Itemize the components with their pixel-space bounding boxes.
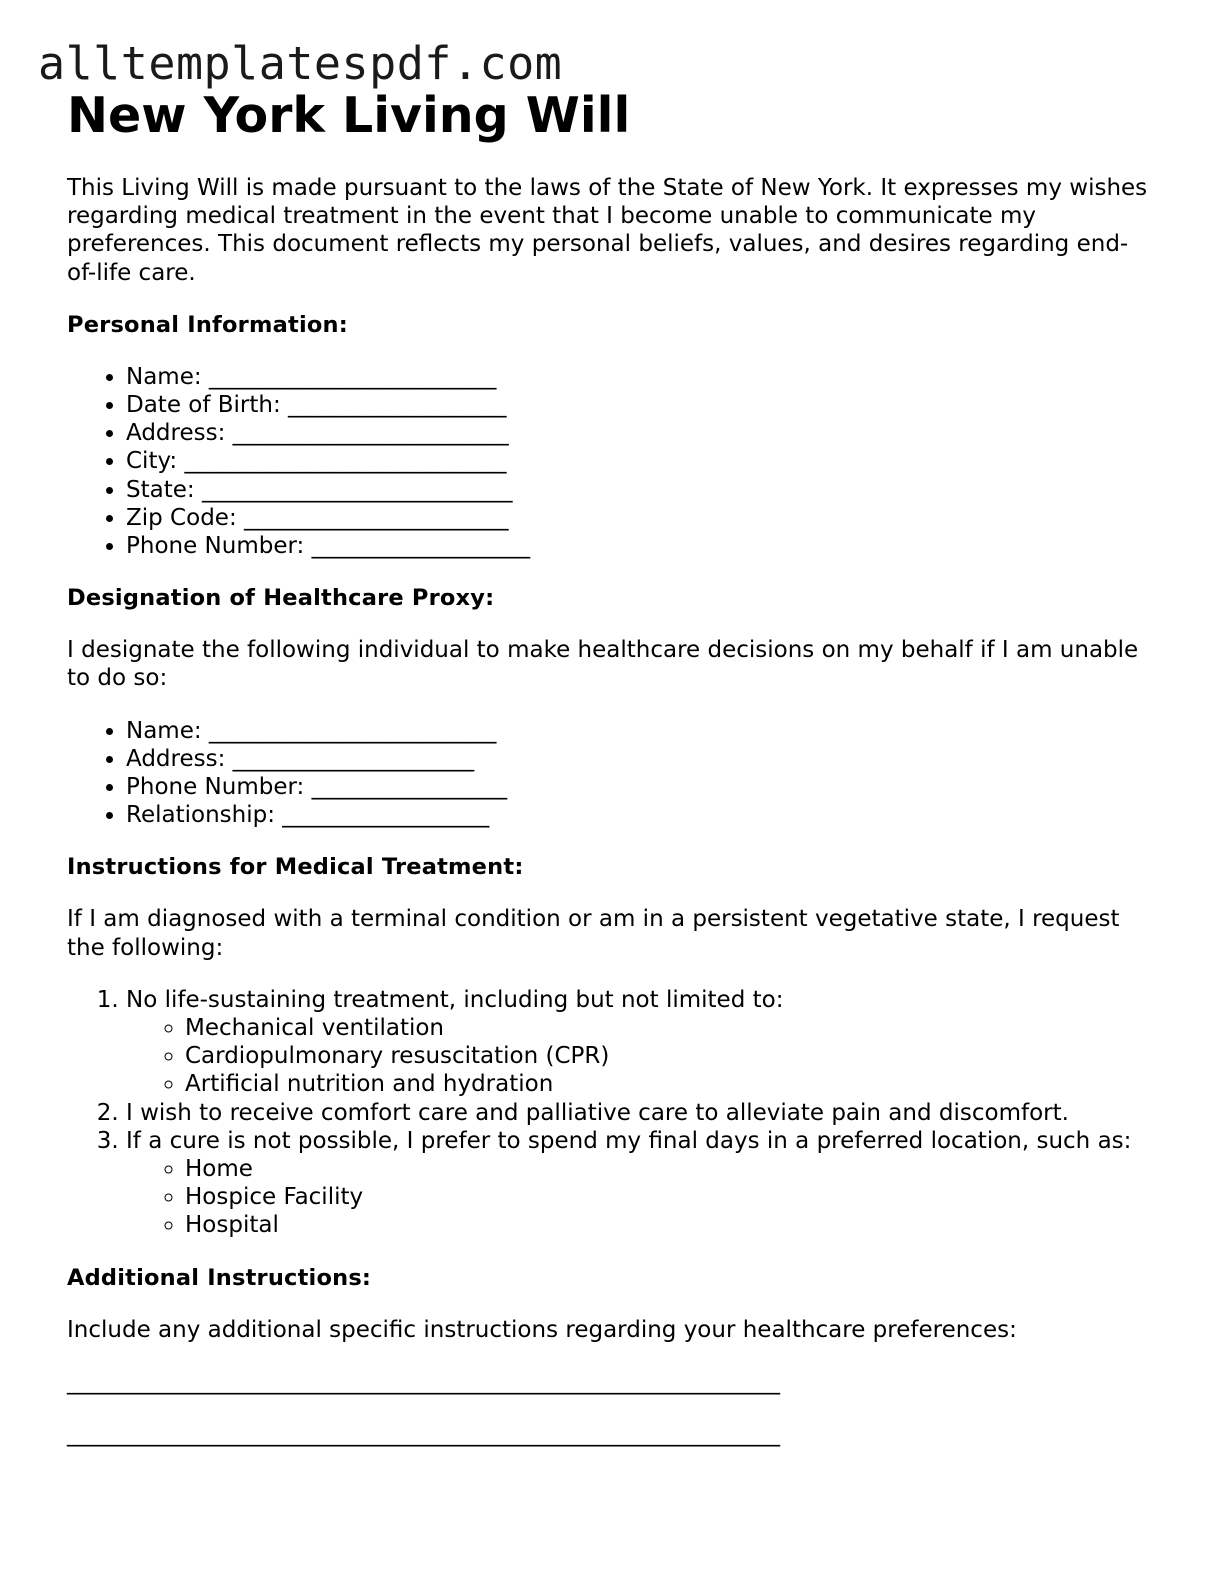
proxy-paragraph: I designate the following individual to make healthcare decisions on my behalf if I am unable to do so: — [67, 637, 1139, 692]
additional-heading: Additional Instructions: — [67, 1264, 372, 1291]
document-page — [67, 88, 1157, 1472]
treatment-paragraph: If I am diagnosed with a terminal condition or am in a persistent vegetative state, I request the following: — [67, 906, 1120, 961]
proxy-field-name[interactable]: • Name: _________________________ — [126, 717, 1157, 745]
field-zip-code[interactable]: • Zip Code: _______________________ — [126, 504, 1157, 532]
treatment-item — [126, 986, 1157, 1099]
additional-blank-line[interactable]: ______________________________________________________________ — [67, 1421, 780, 1448]
location-option: ◦ Hospice Facility — [185, 1183, 1157, 1211]
location-option: ◦ Hospital — [185, 1211, 1157, 1239]
proxy-heading: Designation of Healthcare Proxy: — [67, 585, 495, 612]
proxy-field-relationship[interactable]: • Relationship: __________________ — [126, 801, 1157, 829]
document-title: New York Living Will — [67, 87, 631, 144]
treatment-item-text: If a cure is not possible, I prefer to spend my final days in a preferred location, such as: — [126, 1127, 1132, 1154]
treatment-subitem: ◦ Mechanical ventilation — [185, 1014, 1157, 1042]
additional-paragraph: Include any additional specific instructions regarding your healthcare preferences: — [67, 1316, 1017, 1343]
field-address[interactable]: • Address: ________________________ — [126, 419, 1157, 447]
field-phone-number[interactable]: • Phone Number: ___________________ — [126, 532, 1157, 560]
location-option: ◦ Home — [185, 1155, 1157, 1183]
additional-blank-line[interactable]: ______________________________________________________________ — [67, 1368, 780, 1395]
field-name[interactable]: • Name: _________________________ — [126, 363, 1157, 391]
treatment-item — [126, 1127, 1157, 1240]
treatment-list — [67, 986, 1157, 1240]
treatment-sublist — [126, 1014, 1157, 1099]
treatment-item-text: No life-sustaining treatment, including but not limited to: — [126, 986, 784, 1013]
treatment-heading: Instructions for Medical Treatment: — [67, 854, 524, 881]
proxy-field-address[interactable]: • Address: _____________________ — [126, 745, 1157, 773]
proxy-field-phone-number[interactable]: • Phone Number: _________________ — [126, 773, 1157, 801]
field-date-of-birth[interactable]: • Date of Birth: ___________________ — [126, 391, 1157, 419]
proxy-list — [67, 717, 1157, 830]
treatment-subitem: ◦ Cardiopulmonary resuscitation (CPR) — [185, 1042, 1157, 1070]
location-sublist — [126, 1155, 1157, 1240]
intro-paragraph: This Living Will is made pursuant to the laws of the State of New York. It expresses my wishes regarding medical treatment in the event that I become unable to communicate my preferences. This document reflects my personal beliefs, values, and desires regarding end-of-life care. — [67, 175, 1148, 286]
field-city[interactable]: • City: ____________________________ — [126, 447, 1157, 475]
personal-info-heading: Personal Information: — [67, 311, 348, 338]
treatment-item-text: I wish to receive comfort care and palliative care to alleviate pain and discomfort. — [126, 1099, 1069, 1126]
watermark-text: alltemplatespdf.com — [38, 37, 563, 90]
treatment-item — [126, 1099, 1157, 1127]
treatment-subitem: ◦ Artificial nutrition and hydration — [185, 1070, 1157, 1098]
field-state[interactable]: • State: ___________________________ — [126, 476, 1157, 504]
personal-info-list — [67, 363, 1157, 560]
